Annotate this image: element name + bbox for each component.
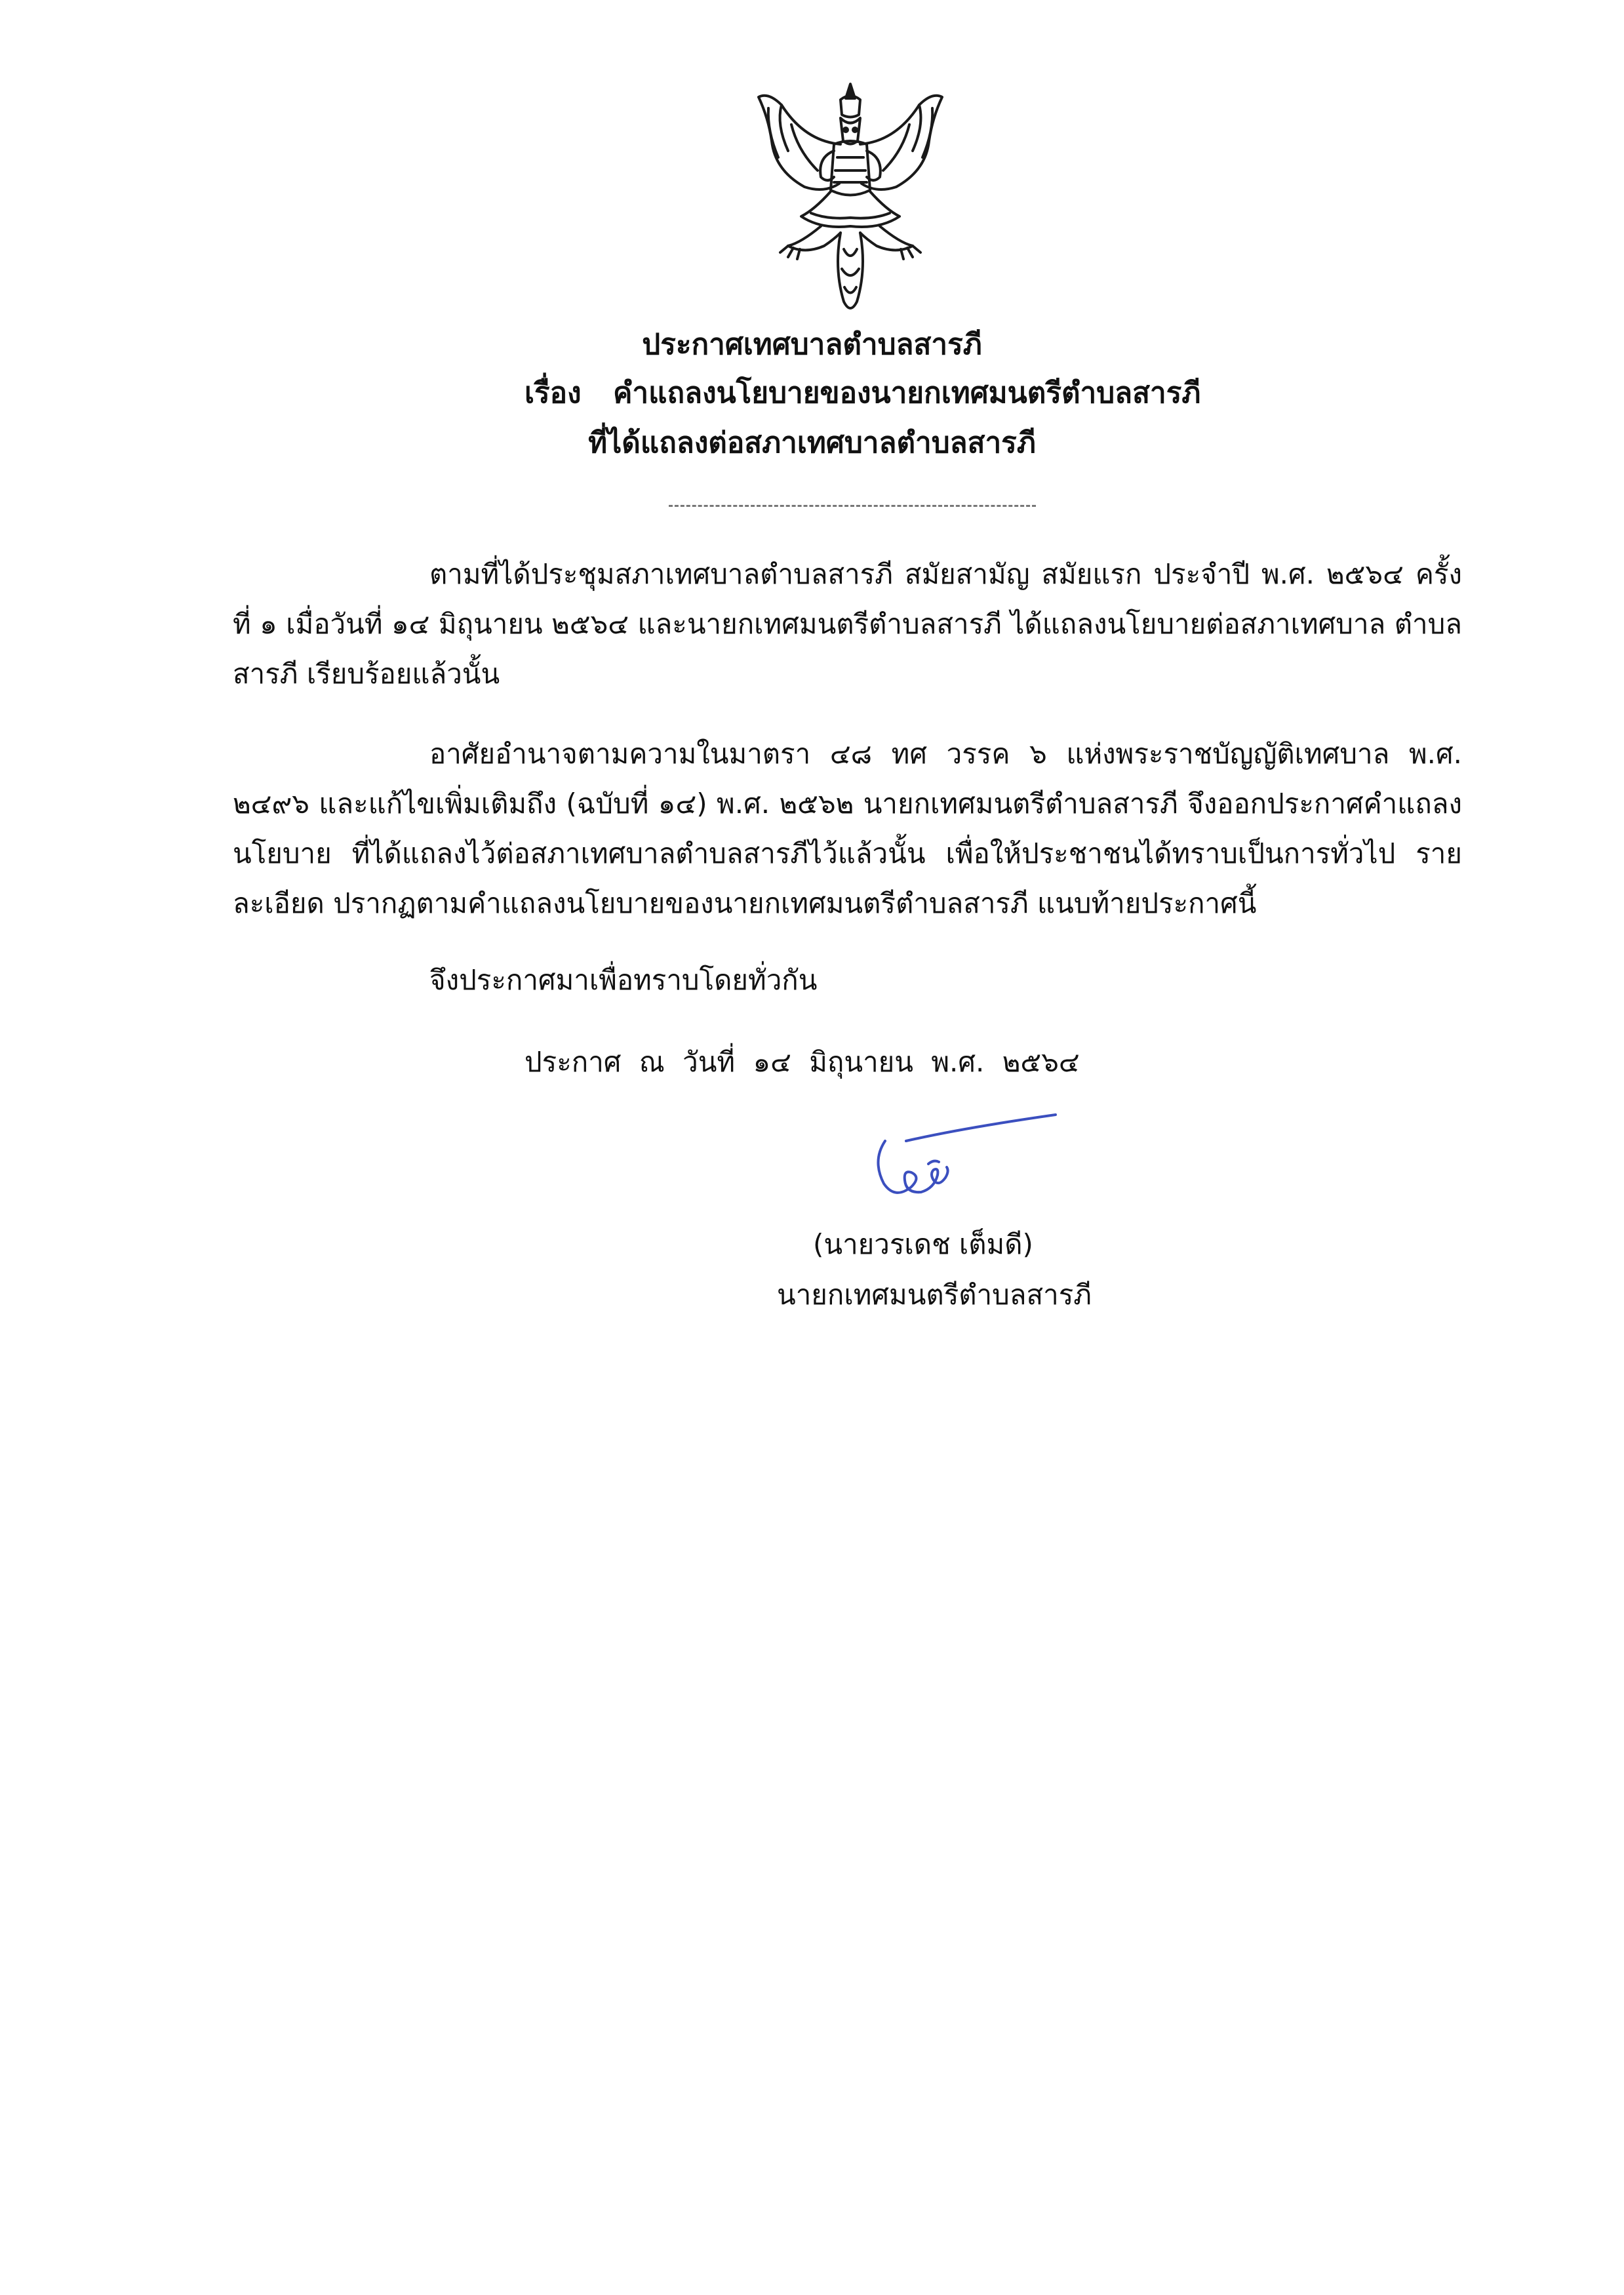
subject-text: คำแถลงนโยบายของนายกเทศมนตรีตำบลสารภี [613,376,1201,410]
body-paragraph-2 [233,729,1462,928]
body-paragraph-1 [233,549,1462,699]
announcement-title: ประกาศเทศบาลตำบลสารภี [642,328,982,361]
announcement-date: ประกาศ ณ วันที่ ๑๔ มิถุนายน พ.ศ. ๒๕๖๔ [525,1046,1080,1078]
garuda-emblem-icon [742,79,959,321]
subject-label: เรื่อง [525,376,582,410]
paragraph-1-text: ตามที่ได้ประชุมสภาเทศบาลตำบลสารภี สมัยสามัญ สมัยแรก ประจำปี พ.ศ. ๒๕๖๔ ครั้งที่ ๑ เมื่อวันที่ ๑๔ มิถุนายน ๒๕๖๔ และนายกเทศมนตรีตำบลสารภี ได้แถลงนโยบายต่อสภาเทศบาล ตำบลสารภี เรียบร้อยแล้วนั้น [233,558,1462,690]
paragraph-2-text: อาศัยอำนาจตามความในมาตรา ๔๘ ทศ วรรค ๖ แห่งพระราชบัญญัติเทศบาล พ.ศ. ๒๔๙๖ และแก้ไขเพิ่มเติมถึง (ฉบับที่ ๑๔) พ.ศ. ๒๕๖๒ นายกเทศมนตรีตำบลสารภี จึงออกประกาศคำแถลงนโยบาย ที่ได้แถลงไว้ต่อสภาเทศบาลตำบลสารภีไว้แล้วนั้น เพื่อให้ประชาชนได้ทราบเป็นการทั่วไป รายละเอียด ปรากฏตามคำแถลงนโยบายของนายกเทศมนตรีตำบลสารภี แนบท้ายประกาศนี้ [233,738,1462,919]
signatory-position: นายกเทศมนตรีตำบลสารภี [777,1279,1092,1311]
subject-continuation: ที่ได้แถลงต่อสภาเทศบาลตำบลสารภี [588,426,1036,460]
subject-line [525,374,1200,413]
signatory-name: (นายวรเดช เต็มดี) [813,1228,1033,1260]
header-divider [669,505,1036,507]
handwritten-signature-icon [865,1102,1062,1213]
closing-statement: จึงประกาศมาเพื่อทราบโดยทั่วกัน [429,964,818,996]
